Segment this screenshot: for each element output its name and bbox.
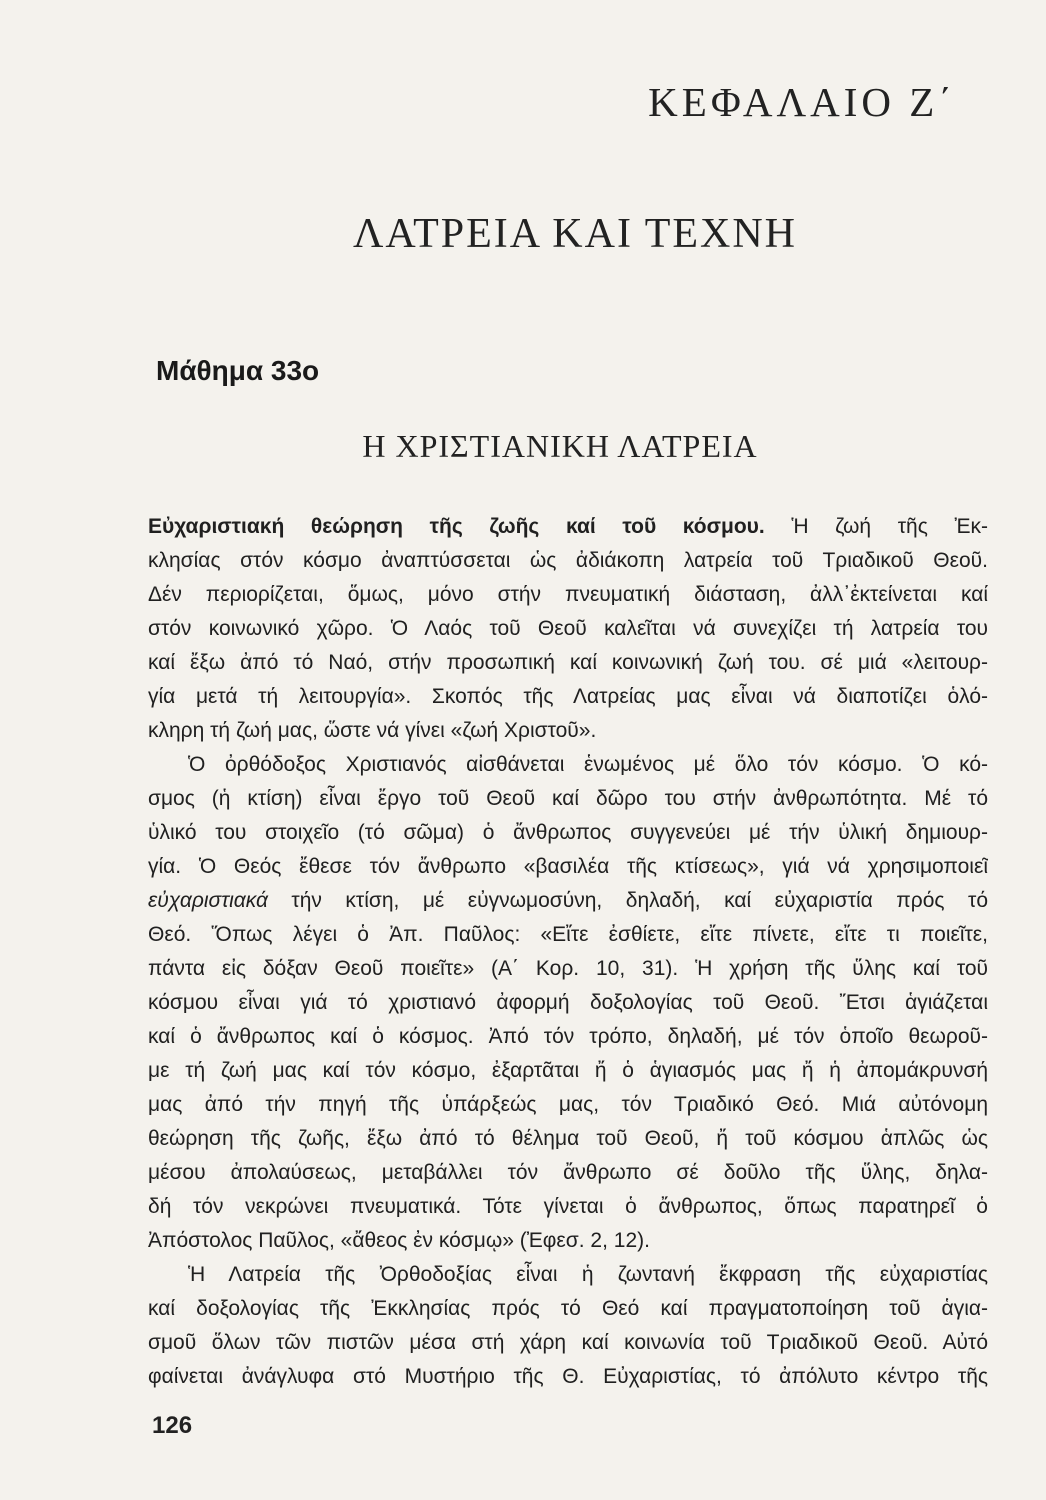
- text-line: σμοῦ ὅλων τῶν πιστῶν μέσα στή χάρη καί κοινωνία τοῦ Τριαδικοῦ Θεοῦ. Αὐτό: [148, 1331, 988, 1354]
- text-line: γία. Ὁ Θεός ἔθεσε τόν ἄνθρωπο «βασιλέα τῆς κτίσεως», γιά νά χρησιμοποιεῖ: [148, 855, 988, 878]
- text-line: Ἀπόστολος Παῦλος, «ἄθεος ἐν κόσμῳ» (Ἐφεσ. 2, 12).: [148, 1229, 650, 1252]
- chapter-title: ΛΑΤΡΕΙΑ ΚΑΙ ΤΕΧΝΗ: [352, 211, 798, 257]
- section-heading: Εὐχαριστιακή θεώρηση τῆς ζωῆς καί τοῦ κόσμου.: [148, 515, 765, 538]
- text-span: Ἡ ζωή τῆς Ἐκ-: [764, 515, 988, 538]
- text-line: [148, 884, 988, 918]
- text-line: καί ἔξω ἀπό τό Ναό, στήν προσωπική καί κοινωνική ζωή του. σέ μιά «λειτουρ-: [148, 651, 988, 674]
- text-line: καί ὁ ἄνθρωπος καί ὁ κόσμος. Ἀπό τόν τρόπο, δηλαδή, μέ τόν ὁποῖο θεωροῦ-: [148, 1025, 988, 1048]
- text-span: τήν κτίση, μέ εὐγνωμοσύνη, δηλαδή, καί εὐχαριστία πρός τό: [267, 889, 988, 912]
- text-line: Ὁ ὀρθόδοξος Χριστιανός αἰσθάνεται ἑνωμένος μέ ὅλο τόν κόσμο. Ὁ κό-: [188, 753, 988, 776]
- text-line: κλησίας στόν κόσμο ἀναπτύσσεται ὡς ἀδιάκοπη λατρεία τοῦ Τριαδικοῦ Θεοῦ.: [148, 549, 988, 572]
- text-line: Δέν περιορίζεται, ὅμως, μόνο στήν πνευματική διάσταση, ἀλλ᾽ἐκτείνεται καί: [148, 583, 988, 606]
- lesson-label: Μάθημα 33ο: [156, 355, 320, 386]
- text-line: κληρη τή ζωή μας, ὥστε νά γίνει «ζωή Χριστοῦ».: [148, 719, 597, 742]
- text-line: με τή ζωή μας καί τόν κόσμο, ἐξαρτᾶται ἤ ὁ ἁγιασμός μας ἤ ἡ ἀπομάκρυνσή: [148, 1059, 988, 1082]
- text-line: κόσμου εἶναι γιά τό χριστιανό ἀφορμή δοξολογίας τοῦ Θεοῦ. Ἔτσι ἁγιάζεται: [148, 991, 988, 1014]
- chapter-label: ΚΕΦΑΛΑΙΟ Ζ΄: [648, 79, 956, 125]
- text-line: δή τόν νεκρώνει πνευματικά. Τότε γίνεται ὁ ἄνθρωπος, ὅπως παρατηρεῖ ὁ: [148, 1195, 988, 1218]
- body-text: [148, 510, 988, 1394]
- text-line: στόν κοινωνικό χῶρο. Ὁ Λαός τοῦ Θεοῦ καλεῖται νά συνεχίζει τή λατρεία του: [148, 617, 988, 640]
- text-line: μέσου ἀπολαύσεως, μεταβάλλει τόν ἄνθρωπο σέ δοῦλο τῆς ὕλης, δηλα-: [148, 1161, 988, 1184]
- emphasis-text: εὐχαριστιακά: [148, 889, 268, 912]
- text-line: σμος (ἡ κτίση) εἶναι ἔργο τοῦ Θεοῦ καί δῶρο του στήν ἀνθρωπότητα. Μέ τό: [148, 787, 988, 810]
- text-line: πάντα εἰς δόξαν Θεοῦ ποιεῖτε» (Α΄ Κορ. 10, 31). Ἡ χρήση τῆς ὕλης καί τοῦ: [148, 957, 988, 980]
- text-line: Ἡ Λατρεία τῆς Ὀρθοδοξίας εἶναι ἡ ζωντανή ἔκφραση τῆς εὐχαριστίας: [188, 1263, 988, 1286]
- text-line: μας ἀπό τήν πηγή τῆς ὑπάρξεώς μας, τόν Τριαδικό Θεό. Μιά αὐτόνομη: [148, 1093, 988, 1116]
- page-number: 126: [152, 1412, 193, 1439]
- text-line: Θεό. Ὅπως λέγει ὁ Ἀπ. Παῦλος: «Εἴτε ἐσθίετε, εἴτε πίνετε, εἴτε τι ποιεῖτε,: [148, 923, 988, 946]
- text-line: ὑλικό του στοιχεῖο (τό σῶμα) ὁ ἄνθρωπος συγγενεύει μέ τήν ὑλική δημιουρ-: [148, 821, 988, 844]
- text-line: φαίνεται ἀνάγλυφα στό Μυστήριο τῆς Θ. Εὐχαριστίας, τό ἀπόλυτο κέντρο τῆς: [148, 1365, 988, 1388]
- text-line: καί δοξολογίας τῆς Ἐκκλησίας πρός τό Θεό καί πραγματοποίηση τοῦ ἁγια-: [148, 1297, 988, 1320]
- text-line: [148, 510, 988, 544]
- text-line: γία μετά τή λειτουργία». Σκοπός τῆς Λατρείας μας εἶναι νά διαποτίζει ὁλό-: [148, 685, 988, 708]
- text-line: θεώρηση τῆς ζωῆς, ἔξω ἀπό τό θέλημα τοῦ Θεοῦ, ἤ τοῦ κόσμου ἁπλῶς ὡς: [148, 1127, 988, 1150]
- lesson-title: Η ΧΡΙΣΤΙΑΝΙΚΗ ΛΑΤΡΕΙΑ: [362, 428, 758, 464]
